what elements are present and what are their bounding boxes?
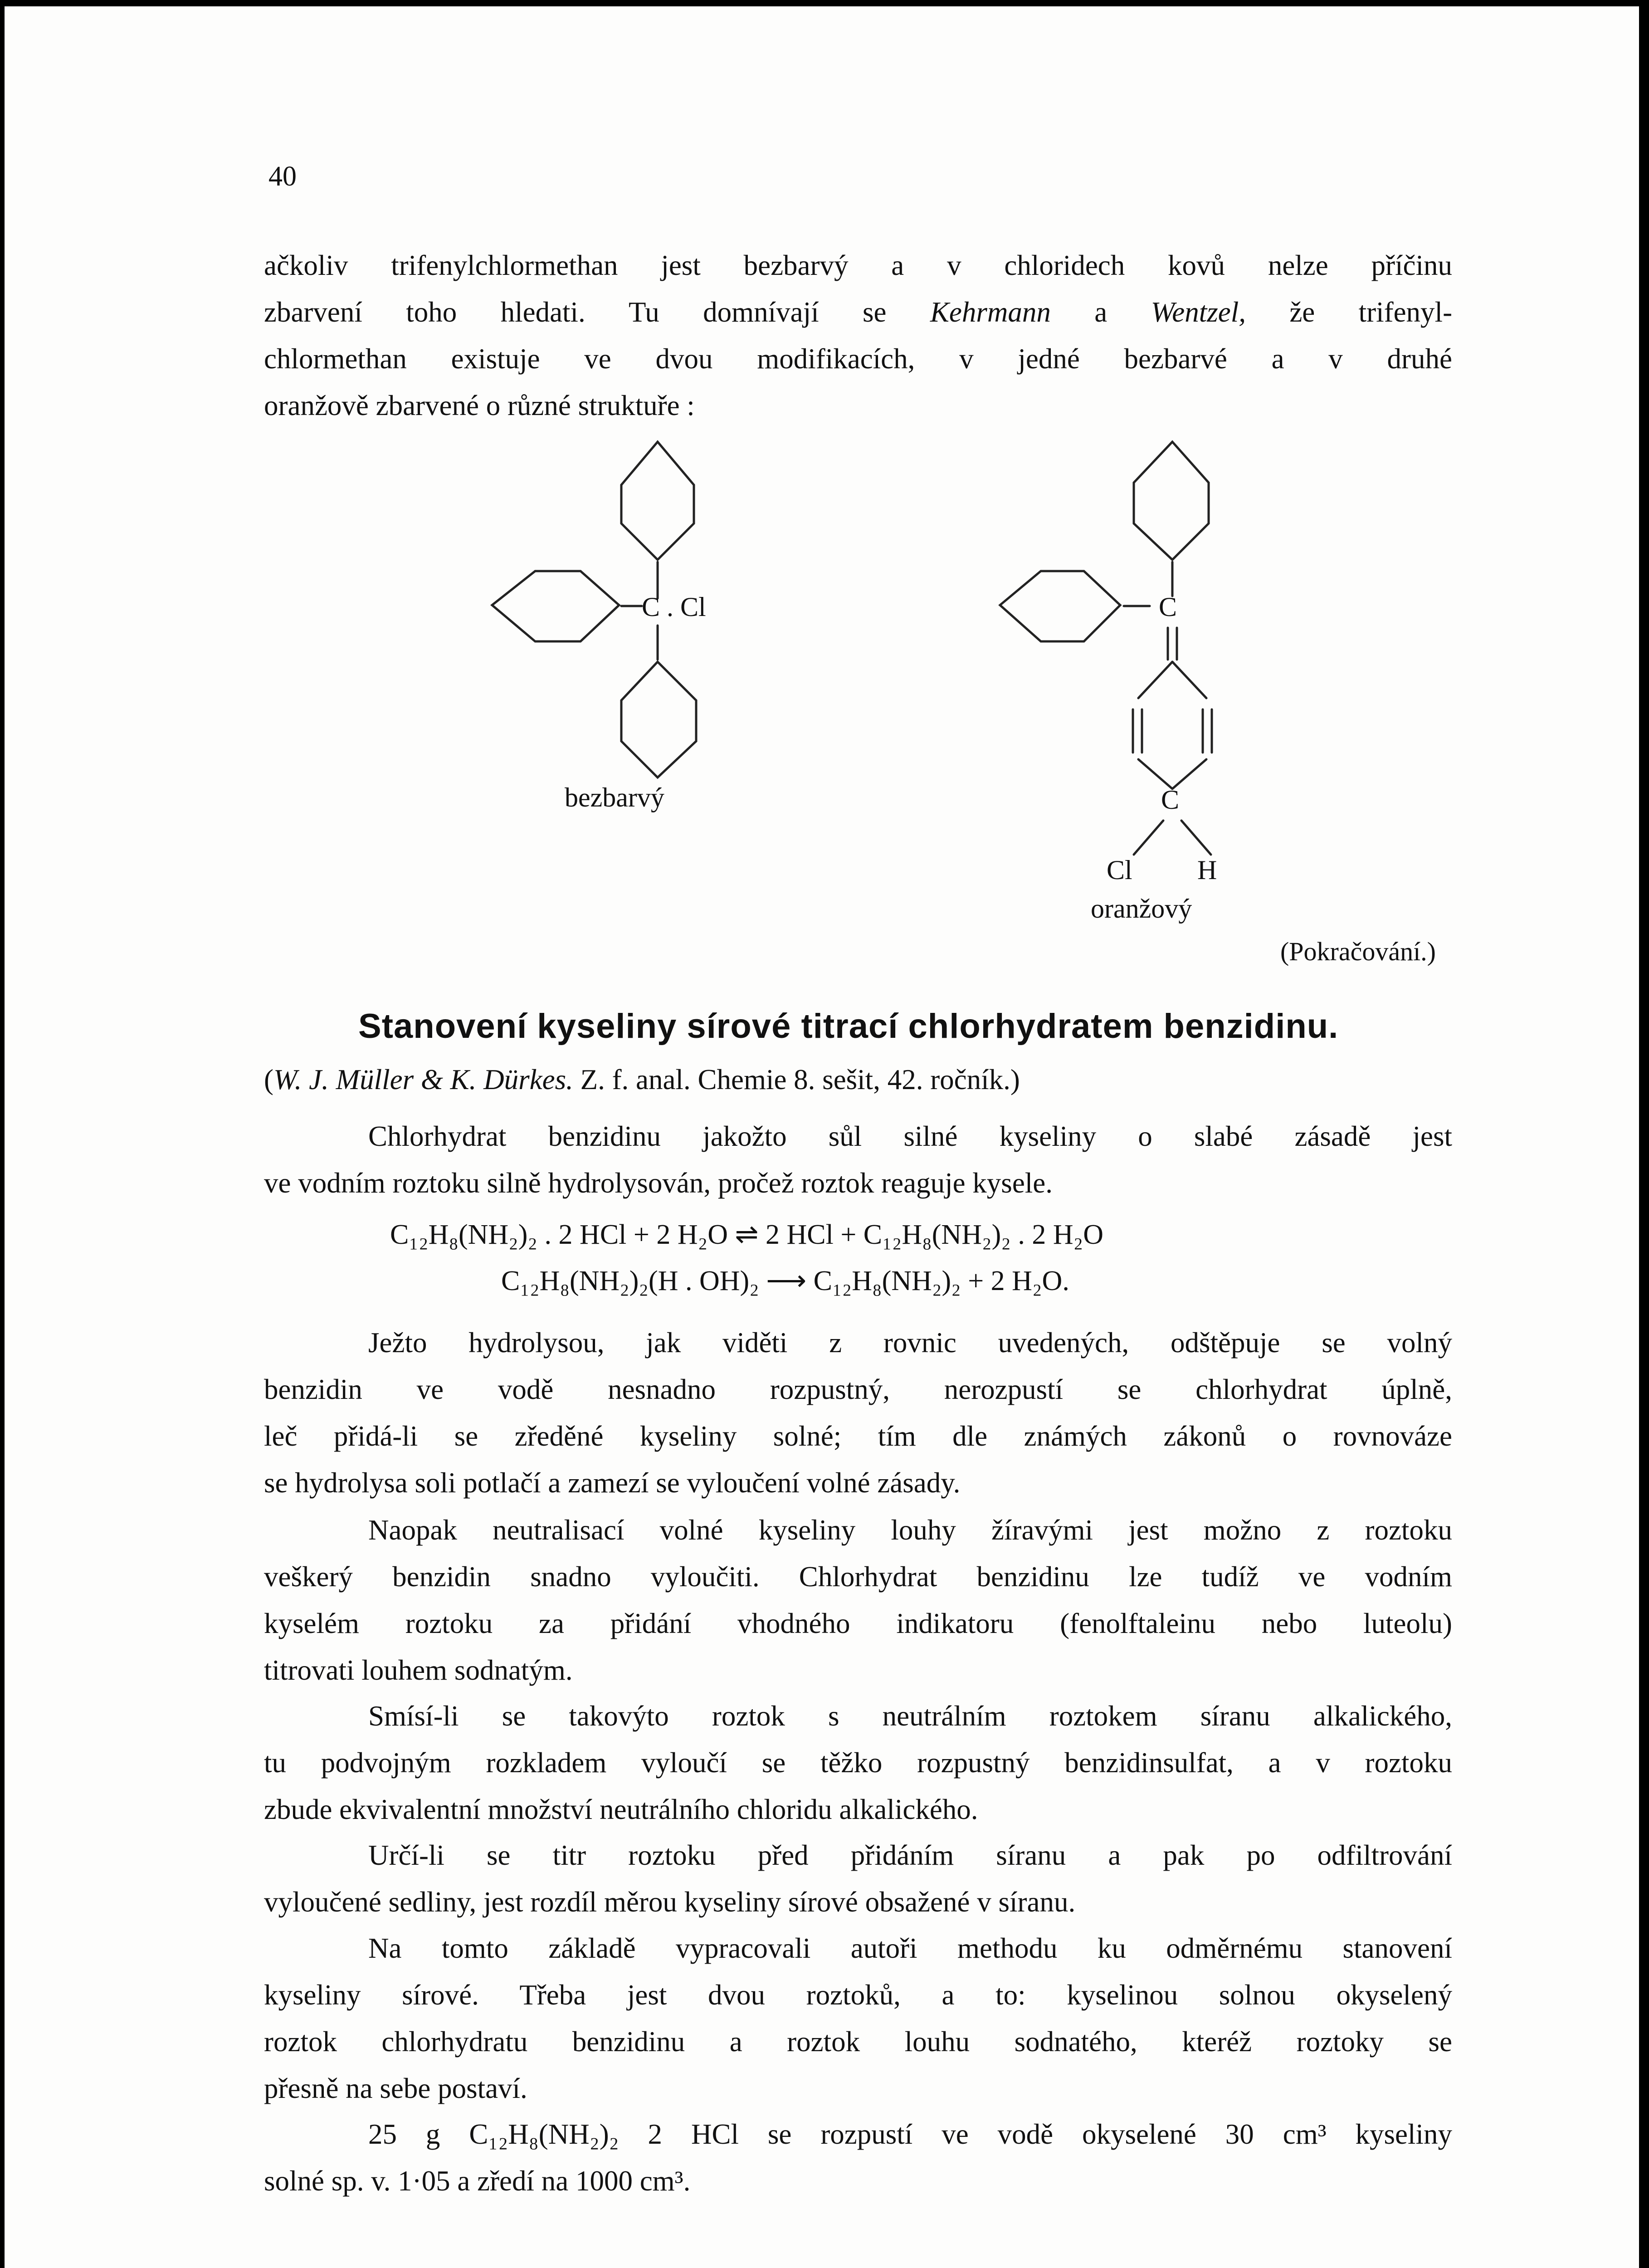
paragraph — [264, 1832, 1452, 1926]
paragraph — [264, 1113, 1452, 1207]
text-line: Smísí-li se takovýto roztok s neutrálním roztokem síranu alkalického, — [368, 1700, 1452, 1732]
atom-label-c-cl: C . Cl — [642, 592, 706, 622]
text-line: kyseliny sírové. Třeba jest dvou roztoků, a to: kyselinou solnou okyselený — [264, 1979, 1452, 2011]
text-line: vyloučené sedliny, jest rozdíl měrou kyseliny sírové obsažené v síranu. — [264, 1886, 1076, 1918]
paragraph — [264, 2111, 1452, 2204]
text-line: přesně na sebe postaví. — [264, 2072, 527, 2104]
atom-label-cl: Cl — [1107, 855, 1132, 885]
text-line: leč přidá-li se zředěné kyseliny solné; tím dle známých zákonů o rovnováze — [264, 1420, 1452, 1452]
atom-label-c-bottom: C — [1161, 785, 1180, 815]
text-line: benzidin ve vodě nesnadno rozpustný, nerozpustí se chlorhydrat úplně, — [264, 1374, 1452, 1405]
text-line: se hydrolysa soli potlačí a zamezí se vyloučení volné zásady. — [264, 1467, 961, 1499]
benzene-ring-top-right — [1134, 442, 1209, 560]
caption-colorless: bezbarvý — [565, 782, 664, 812]
text-line: ačkoliv trifenylchlormethan jest bezbarvý a v chloridech kovů nelze příčinu — [264, 249, 1452, 281]
text-line: zbude ekvivalentní množství neutrálního chloridu alkalického. — [264, 1794, 978, 1825]
paragraph — [264, 1320, 1452, 1506]
benzene-ring-side-right — [1000, 571, 1120, 641]
equation-1: C₁₂H₈(NH₂)₂ . 2 HCl + 2 H₂O ⇌ 2 HCl + C₁₂H₈(NH₂)₂ . 2 H₂O — [390, 1219, 1104, 1250]
text-line: kyselém roztoku za přidání vhodného indikatoru (fenolftaleinu nebo luteolu) — [264, 1608, 1452, 1639]
structure-diagram — [5, 6, 1639, 1004]
paragraph — [264, 1507, 1452, 1694]
paragraph — [264, 1693, 1452, 1833]
text-line: roztok chlorhydratu benzidinu a roztok louhu sodnatého, kteréž roztoky se — [264, 2026, 1452, 2058]
author-name: Wentzel, — [1151, 296, 1246, 328]
benzene-ring-side-left — [492, 571, 619, 641]
text-line: ve vodním roztoku silně hydrolysován, pročež roztok reaguje kysele. — [264, 1167, 1053, 1199]
text-line: solné sp. v. 1·05 a zředí na 1000 cm³. — [264, 2165, 691, 2197]
text-line: Určí-li se titr roztoku před přidáním síranu a pak po odfiltrování — [368, 1839, 1452, 1871]
atom-label-h: H — [1197, 855, 1217, 885]
citation: (W. J. Müller & K. Dürkes. Z. f. anal. Chemie 8. sešit, 42. ročník.) — [264, 1064, 1020, 1095]
text-line: Naopak neutralisací volné kyseliny louhy žíravými jest možno z roztoku — [368, 1514, 1452, 1546]
book-page — [5, 6, 1639, 2268]
text-line: zbarvení toho hledati. Tu domnívají se Kehrmann a Wentzel, že trifenyl- — [264, 296, 1453, 328]
text-line: 25 g C₁₂H₈(NH₂)₂ 2 HCl se rozpustí ve vodě okyselené 30 cm³ kyseliny — [368, 2118, 1452, 2150]
article-title: Stanovení kyseliny sírové titrací chlorhydratem benzidinu. — [358, 1007, 1339, 1046]
text-line: Na tomto základě vypracovali autoři methodu ku odměrnému stanovení — [368, 1932, 1452, 1964]
caption-orange: oranžový — [1091, 894, 1192, 924]
page-number: 40 — [268, 161, 297, 192]
text-line: Chlorhydrat benzidinu jakožto sůl silné kyseliny o slabé zásadě jest — [368, 1120, 1452, 1152]
text-line: tu podvojným rozkladem vyloučí se těžko rozpustný benzidinsulfat, a v roztoku — [264, 1747, 1452, 1779]
citation-authors: W. J. Müller & K. Dürkes. — [273, 1064, 573, 1095]
atom-label-c-top: C — [1159, 592, 1177, 622]
equation-2: C₁₂H₈(NH₂)₂(H . OH)₂ ⟶ C₁₂H₈(NH₂)₂ + 2 H₂O. — [501, 1266, 1069, 1296]
text-line: titrovati louhem sodnatým. — [264, 1654, 573, 1686]
text-line: oranžově zbarvené o různé struktuře : — [264, 390, 695, 421]
text-line: veškerý benzidin snadno vyloučiti. Chlorhydrat benzidinu lze tudíž ve vodním — [264, 1561, 1452, 1593]
author-name: Kehrmann — [930, 296, 1051, 328]
continuation-note: (Pokračování.) — [1280, 937, 1436, 966]
benzene-ring-top-left — [621, 442, 694, 560]
text-line: Ježto hydrolysou, jak viděti z rovnic uvedených, odštěpuje se volný — [368, 1327, 1452, 1359]
paragraph — [264, 1925, 1452, 2112]
text-line: chlormethan existuje ve dvou modifikacích, v jedné bezbarvé a v druhé — [264, 343, 1452, 375]
benzene-ring-bottom-left — [621, 662, 696, 777]
